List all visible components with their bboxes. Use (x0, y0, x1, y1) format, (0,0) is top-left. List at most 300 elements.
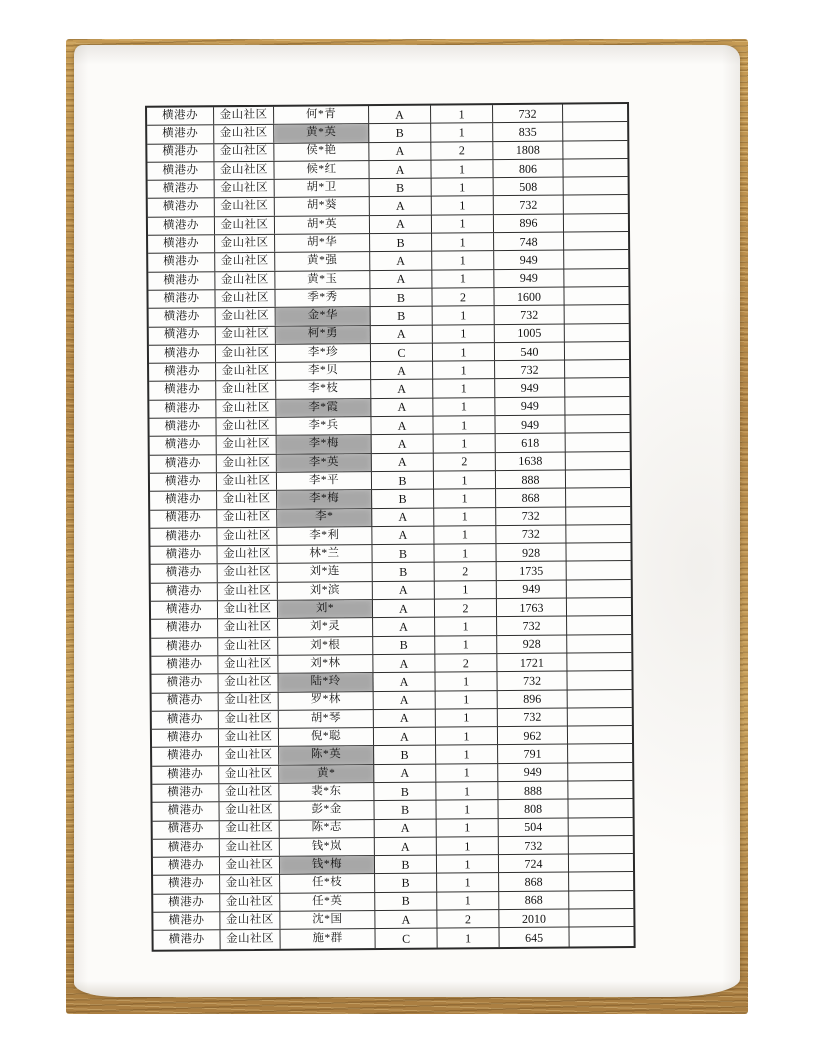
cell-blank (569, 854, 633, 872)
cell-community: 金山社区 (217, 509, 277, 527)
cell-office: 横港办 (150, 546, 217, 564)
cell-community: 金山社区 (215, 198, 275, 216)
cell-blank (566, 507, 630, 525)
cell-office: 横港办 (152, 711, 219, 729)
cell-community: 金山社区 (217, 436, 277, 454)
cell-blank (564, 214, 628, 232)
cell-community: 金山社区 (219, 802, 279, 820)
cell-office: 横港办 (148, 272, 215, 290)
cell-community: 金山社区 (216, 326, 276, 344)
cell-grade: B (371, 307, 433, 325)
cell-blank (564, 232, 628, 250)
cell-community: 金山社区 (215, 180, 275, 198)
cell-blank (563, 122, 627, 140)
cell-blank (566, 470, 630, 488)
cell-amount: 1763 (497, 599, 567, 617)
cell-amount: 949 (497, 580, 567, 598)
cell-count: 2 (434, 453, 496, 471)
cell-community: 金山社区 (218, 601, 278, 619)
cell-count: 1 (436, 800, 498, 818)
cell-amount: 732 (497, 617, 567, 635)
cell-grade: B (370, 289, 432, 307)
cell-community: 金山社区 (217, 491, 277, 509)
cell-amount: 888 (498, 781, 568, 799)
cell-community: 金山社区 (218, 656, 278, 674)
cell-blank (564, 287, 628, 305)
cell-blank (565, 324, 629, 342)
cell-office: 横港办 (152, 748, 219, 766)
cell-amount: 928 (496, 544, 566, 562)
cell-amount: 791 (498, 745, 568, 763)
cell-community: 金山社区 (216, 308, 276, 326)
cell-count: 1 (434, 526, 496, 544)
cell-office: 横港办 (151, 565, 218, 583)
cell-grade: A (374, 709, 436, 727)
cell-office: 横港办 (152, 693, 219, 711)
cell-amount: 949 (495, 379, 565, 397)
cell-blank (566, 543, 630, 561)
cell-blank (564, 269, 628, 287)
cell-count: 2 (435, 599, 497, 617)
cell-name: 李*平 (277, 472, 372, 490)
cell-count: 2 (432, 288, 494, 306)
cell-grade: B (373, 636, 435, 654)
cell-count: 1 (436, 764, 498, 782)
cell-blank (568, 763, 632, 781)
cell-name: 陈*志 (280, 820, 375, 838)
cell-amount: 962 (498, 727, 568, 745)
cell-community: 金山社区 (220, 894, 280, 912)
cell-community: 金山社区 (215, 271, 275, 289)
cell-grade: B (373, 563, 435, 581)
cell-grade: A (370, 270, 432, 288)
cell-amount: 748 (494, 233, 564, 251)
cell-count: 1 (431, 123, 493, 141)
cell-community: 金山社区 (218, 619, 278, 637)
cell-count: 1 (434, 471, 496, 489)
cell-amount: 504 (499, 818, 569, 836)
cell-amount: 618 (496, 434, 566, 452)
cell-name: 胡*琴 (279, 710, 374, 728)
cell-office: 横港办 (148, 180, 215, 198)
cell-blank (567, 561, 631, 579)
cell-community: 金山社区 (219, 692, 279, 710)
cell-office: 横港办 (148, 290, 215, 308)
cell-name: 钱*梅 (280, 856, 375, 874)
paper-content (74, 44, 747, 1001)
cell-grade: B (375, 856, 437, 874)
cell-community: 金山社区 (218, 564, 278, 582)
cell-blank (567, 671, 631, 689)
cell-grade: B (374, 783, 436, 801)
cell-office: 横港办 (148, 199, 215, 217)
table-row (153, 927, 633, 949)
cell-grade: B (374, 746, 436, 764)
cell-amount: 724 (499, 855, 569, 873)
cell-community: 金山社区 (214, 143, 274, 161)
cell-community: 金山社区 (219, 784, 279, 802)
cell-grade: A (372, 435, 434, 453)
cell-name: 候*红 (274, 161, 369, 179)
cell-community: 金山社区 (219, 729, 279, 747)
cell-count: 1 (432, 215, 494, 233)
cell-amount: 732 (495, 361, 565, 379)
cell-office: 横港办 (149, 418, 216, 436)
cell-count: 1 (437, 928, 499, 947)
cell-office: 横港办 (149, 363, 216, 381)
cell-amount: 1638 (496, 452, 566, 470)
cell-community: 金山社区 (216, 363, 276, 381)
cell-count: 1 (434, 508, 496, 526)
cell-grade: A (371, 398, 433, 416)
cell-count: 1 (436, 709, 498, 727)
cell-office: 横港办 (151, 656, 218, 674)
cell-grade: A (374, 691, 436, 709)
cell-community: 金山社区 (219, 747, 279, 765)
cell-count: 1 (432, 270, 494, 288)
cell-community: 金山社区 (215, 253, 275, 271)
cell-office: 横港办 (149, 327, 216, 345)
cell-count: 1 (433, 325, 495, 343)
cell-amount: 949 (498, 763, 568, 781)
cell-blank (569, 927, 633, 946)
cell-office: 横港办 (153, 857, 220, 875)
cell-grade: A (375, 911, 437, 929)
cell-blank (564, 195, 628, 213)
cell-blank (563, 141, 627, 159)
cell-office: 横港办 (152, 729, 219, 747)
cell-grade: C (371, 343, 433, 361)
cell-grade: A (370, 197, 432, 215)
cell-name: 季*秀 (275, 289, 370, 307)
cell-grade: B (370, 179, 432, 197)
cell-office: 横港办 (153, 876, 220, 894)
cell-grade: A (371, 362, 433, 380)
cell-amount: 1600 (494, 287, 564, 305)
cell-count: 1 (432, 178, 494, 196)
cell-count: 1 (431, 160, 493, 178)
cell-office: 横港办 (153, 894, 220, 912)
cell-count: 1 (434, 489, 496, 507)
cell-office: 横港办 (149, 345, 216, 363)
cell-amount: 949 (495, 397, 565, 415)
cell-community: 金山社区 (220, 875, 280, 893)
cell-amount: 835 (493, 123, 563, 141)
cell-name: 李*贝 (276, 362, 371, 380)
cell-amount: 732 (496, 507, 566, 525)
cell-office: 横港办 (147, 126, 214, 144)
cell-name: 李*珍 (276, 344, 371, 362)
cell-name: 刘*滨 (278, 582, 373, 600)
cell-count: 1 (436, 727, 498, 745)
cell-community: 金山社区 (216, 400, 276, 418)
cell-office: 横港办 (148, 235, 215, 253)
cell-blank (564, 250, 628, 268)
cell-grade: B (372, 545, 434, 563)
cell-name: 金*华 (276, 307, 371, 325)
cell-office: 横港办 (150, 491, 217, 509)
cell-amount: 868 (496, 489, 566, 507)
cell-name: 胡*葵 (275, 198, 370, 216)
cell-office: 横港办 (148, 217, 215, 235)
cell-office: 横港办 (152, 803, 219, 821)
cell-office: 横港办 (147, 162, 214, 180)
cell-office: 横港办 (150, 455, 217, 473)
cell-grade: A (372, 453, 434, 471)
cell-office: 横港办 (147, 107, 214, 125)
cell-name: 黄* (279, 765, 374, 783)
cell-community: 金山社区 (218, 637, 278, 655)
cell-name: 柯*勇 (276, 326, 371, 344)
cell-amount: 732 (493, 105, 563, 123)
cell-blank (565, 378, 629, 396)
cell-count: 1 (435, 617, 497, 635)
cell-office: 横港办 (148, 254, 215, 272)
cell-office: 横港办 (151, 674, 218, 692)
cell-blank (569, 909, 633, 927)
cell-blank (566, 433, 630, 451)
cell-count: 1 (436, 691, 498, 709)
cell-grade: A (373, 654, 435, 672)
cell-count: 1 (435, 636, 497, 654)
cell-grade: A (375, 819, 437, 837)
cell-grade: B (372, 471, 434, 489)
cell-count: 1 (433, 398, 495, 416)
cell-grade: B (370, 234, 432, 252)
cell-amount: 1721 (497, 653, 567, 671)
cell-count: 1 (434, 434, 496, 452)
cell-name: 任*枝 (280, 874, 375, 892)
cell-blank (569, 836, 633, 854)
cell-grade: A (373, 618, 435, 636)
cell-community: 金山社区 (217, 454, 277, 472)
cell-office: 横港办 (149, 382, 216, 400)
cell-blank (568, 726, 632, 744)
cell-office: 横港办 (151, 601, 218, 619)
cell-grade: A (374, 764, 436, 782)
cell-amount: 540 (495, 342, 565, 360)
cell-name: 罗*林 (279, 692, 374, 710)
cell-amount: 868 (499, 873, 569, 891)
cell-count: 1 (436, 782, 498, 800)
cell-office: 横港办 (150, 437, 217, 455)
cell-amount: 808 (498, 800, 568, 818)
scanned-paper-sheet (74, 45, 740, 997)
cell-name: 黄*英 (274, 124, 369, 142)
cell-amount: 896 (498, 690, 568, 708)
cell-name: 胡*华 (275, 234, 370, 252)
cell-amount: 896 (494, 214, 564, 232)
cell-amount: 868 (499, 891, 569, 909)
cell-count: 1 (431, 105, 493, 123)
cell-blank (568, 799, 632, 817)
cell-name: 李*英 (277, 454, 372, 472)
cell-name: 裴*东 (279, 783, 374, 801)
cell-community: 金山社区 (216, 345, 276, 363)
cell-name: 任*英 (280, 893, 375, 911)
cell-amount: 1005 (495, 324, 565, 342)
cell-amount: 1735 (497, 562, 567, 580)
cell-community: 金山社区 (220, 930, 280, 949)
cell-office: 横港办 (153, 931, 220, 950)
cell-name: 刘*连 (278, 563, 373, 581)
cell-community: 金山社区 (217, 473, 277, 491)
cell-office: 横港办 (151, 638, 218, 656)
cell-community: 金山社区 (220, 857, 280, 875)
cell-name: 何*青 (274, 106, 369, 124)
cell-count: 1 (433, 361, 495, 379)
cell-office: 横港办 (153, 839, 220, 857)
desk-wood-background (66, 39, 748, 1014)
cell-grade: A (372, 526, 434, 544)
cell-community: 金山社区 (215, 217, 275, 235)
cell-count: 1 (435, 581, 497, 599)
cell-blank (569, 891, 633, 909)
cell-office: 横港办 (153, 912, 220, 930)
records-table (145, 102, 636, 951)
cell-name: 黄*强 (275, 252, 370, 270)
cell-blank (566, 452, 630, 470)
cell-name: 彭*金 (279, 801, 374, 819)
cell-blank (567, 598, 631, 616)
cell-grade: A (371, 380, 433, 398)
cell-office: 横港办 (151, 583, 218, 601)
cell-community: 金山社区 (214, 125, 274, 143)
cell-count: 1 (433, 306, 495, 324)
cell-count: 1 (432, 233, 494, 251)
cell-grade: B (375, 892, 437, 910)
cell-blank (568, 781, 632, 799)
cell-blank (565, 305, 629, 323)
cell-count: 1 (437, 819, 499, 837)
cell-amount: 645 (499, 928, 569, 947)
cell-community: 金山社区 (214, 162, 274, 180)
cell-community: 金山社区 (219, 765, 279, 783)
cell-grade: A (369, 142, 431, 160)
cell-community: 金山社区 (220, 820, 280, 838)
cell-office: 横港办 (150, 510, 217, 528)
cell-community: 金山社区 (216, 381, 276, 399)
cell-name: 黄*玉 (275, 271, 370, 289)
cell-grade: A (372, 508, 434, 526)
cell-amount: 888 (496, 470, 566, 488)
cell-grade: B (375, 874, 437, 892)
cell-grade: A (373, 673, 435, 691)
cell-amount: 732 (496, 525, 566, 543)
cell-amount: 732 (495, 306, 565, 324)
cell-count: 2 (435, 562, 497, 580)
cell-blank (568, 708, 632, 726)
cell-blank (563, 159, 627, 177)
cell-name: 施*群 (280, 929, 375, 948)
cell-grade: C (375, 929, 437, 948)
cell-office: 横港办 (149, 400, 216, 418)
cell-blank (567, 653, 631, 671)
cell-blank (567, 580, 631, 598)
cell-office: 横港办 (152, 766, 219, 784)
cell-office: 横港办 (147, 144, 214, 162)
cell-count: 2 (431, 142, 493, 160)
cell-community: 金山社区 (218, 674, 278, 692)
cell-community: 金山社区 (215, 290, 275, 308)
cell-office: 横港办 (150, 528, 217, 546)
cell-community: 金山社区 (216, 418, 276, 436)
cell-count: 1 (433, 416, 495, 434)
cell-count: 1 (437, 874, 499, 892)
cell-grade: A (371, 325, 433, 343)
cell-amount: 1808 (493, 141, 563, 159)
cell-office: 横港办 (150, 473, 217, 491)
cell-name: 李*梅 (277, 490, 372, 508)
cell-name: 刘* (278, 600, 373, 618)
cell-grade: A (375, 837, 437, 855)
cell-count: 1 (437, 892, 499, 910)
cell-community: 金山社区 (220, 912, 280, 930)
cell-amount: 732 (494, 196, 564, 214)
cell-amount: 732 (498, 708, 568, 726)
cell-blank (568, 744, 632, 762)
cell-office: 横港办 (152, 784, 219, 802)
cell-name: 李*兵 (276, 417, 371, 435)
cell-community: 金山社区 (217, 546, 277, 564)
cell-name: 钱*岚 (280, 838, 375, 856)
cell-count: 1 (434, 544, 496, 562)
cell-blank (565, 415, 629, 433)
cell-grade: A (373, 600, 435, 618)
cell-amount: 732 (499, 836, 569, 854)
cell-name: 倪*聪 (279, 728, 374, 746)
cell-amount: 732 (497, 672, 567, 690)
cell-blank (569, 872, 633, 890)
cell-community: 金山社区 (214, 107, 274, 125)
cell-grade: A (371, 417, 433, 435)
cell-community: 金山社区 (220, 839, 280, 857)
cell-name: 刘*林 (278, 655, 373, 673)
cell-count: 2 (435, 654, 497, 672)
cell-count: 1 (435, 672, 497, 690)
cell-grade: A (369, 160, 431, 178)
cell-blank (565, 360, 629, 378)
cell-amount: 928 (497, 635, 567, 653)
cell-blank (565, 397, 629, 415)
cell-office: 横港办 (153, 821, 220, 839)
cell-name: 陈*英 (279, 746, 374, 764)
cell-community: 金山社区 (217, 528, 277, 546)
cell-count: 1 (437, 855, 499, 873)
cell-amount: 508 (494, 178, 564, 196)
cell-name: 李*枝 (276, 380, 371, 398)
cell-amount: 949 (494, 251, 564, 269)
cell-count: 2 (437, 910, 499, 928)
cell-grade: B (369, 124, 431, 142)
cell-grade: B (372, 490, 434, 508)
cell-blank (567, 635, 631, 653)
cell-blank (564, 177, 628, 195)
cell-grade: B (374, 801, 436, 819)
cell-name: 胡*卫 (275, 179, 370, 197)
cell-count: 1 (432, 251, 494, 269)
cell-amount: 949 (494, 269, 564, 287)
cell-count: 1 (437, 837, 499, 855)
cell-count: 1 (436, 745, 498, 763)
cell-blank (566, 488, 630, 506)
cell-grade: A (370, 215, 432, 233)
cell-community: 金山社区 (215, 235, 275, 253)
cell-grade: A (374, 728, 436, 746)
cell-name: 李* (277, 509, 372, 527)
cell-blank (568, 689, 632, 707)
cell-name: 李*霞 (276, 399, 371, 417)
